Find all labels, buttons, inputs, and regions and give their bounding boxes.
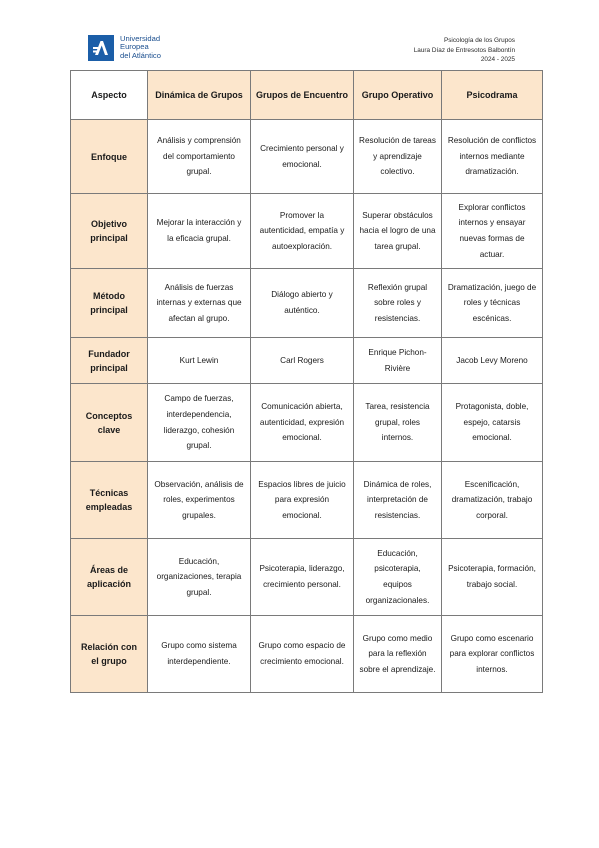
header-psicodrama: Psicodrama: [442, 71, 543, 120]
table-cell: Kurt Lewin: [148, 338, 251, 384]
table-cell: Dinámica de roles, interpretación de resistencias.: [354, 462, 442, 539]
table-row: [71, 616, 543, 693]
document-header-info: [414, 36, 515, 65]
university-logo-icon: [88, 35, 114, 61]
table-cell: Crecimiento personal y emocional.: [251, 120, 354, 194]
row-label: Conceptos clave: [71, 384, 148, 462]
logo-text-line1: Universidad: [120, 34, 161, 43]
table-row: [71, 194, 543, 269]
table-row: [71, 120, 543, 194]
logo-text-line3: del Atlántico: [120, 50, 161, 60]
row-label: Fundador principal: [71, 338, 148, 384]
academic-year: 2024 - 2025: [480, 56, 515, 64]
table-cell: Psicoterapia, liderazgo, crecimiento personal.: [251, 539, 354, 616]
table-row: [71, 539, 543, 616]
table-cell: Grupo como medio para la reflexión sobre el aprendizaje.: [354, 616, 442, 693]
row-label: Técnicas empleadas: [71, 462, 148, 539]
table-cell: Resolución de tareas y aprendizaje colectivo.: [354, 120, 442, 194]
table-cell: Comunicación abierta, autenticidad, expresión emocional.: [251, 384, 354, 462]
row-label: Enfoque: [71, 120, 148, 194]
table-cell: Grupo como espacio de crecimiento emocional.: [251, 616, 354, 693]
row-label: Método principal: [71, 269, 148, 338]
table-cell: Escenificación, dramatización, trabajo corporal.: [442, 462, 543, 539]
table-row: [71, 269, 543, 338]
table-cell: Educación, psicoterapia, equipos organizacionales.: [354, 539, 442, 616]
table-cell: Mejorar la interacción y la eficacia grupal.: [148, 194, 251, 269]
table-cell: Análisis y comprensión del comportamiento grupal.: [148, 120, 251, 194]
table-cell: Espacios libres de juicio para expresión emocional.: [251, 462, 354, 539]
row-label: Objetivo principal: [71, 194, 148, 269]
table-cell: Campo de fuerzas, interdependencia, liderazgo, cohesión grupal.: [148, 384, 251, 462]
logo-text-line2: Europea: [120, 42, 149, 52]
table-cell: Explorar conflictos internos y ensayar nuevas formas de actuar.: [442, 194, 543, 269]
table-row: [71, 338, 543, 384]
header-dinamica-de-grupos: Dinámica de Grupos: [148, 71, 251, 120]
header-grupo-operativo: Grupo Operativo: [354, 71, 442, 120]
table-cell: Dramatización, juego de roles y técnicas escénicas.: [442, 269, 543, 338]
table-header-row: [71, 71, 543, 120]
table-cell: Diálogo abierto y auténtico.: [251, 269, 354, 338]
table-cell: Tarea, resistencia grupal, roles internos.: [354, 384, 442, 462]
table-row: [71, 462, 543, 539]
university-logo: [88, 35, 161, 61]
table-cell: Resolución de conflictos internos mediante dramatización.: [442, 120, 543, 194]
table-cell: Educación, organizaciones, terapia grupal.: [148, 539, 251, 616]
course-title: Psicología de los Grupos: [443, 37, 515, 44]
row-label: Relación con el grupo: [71, 616, 148, 693]
table-cell: Promover la autenticidad, empatía y autoexploración.: [251, 194, 354, 269]
table-cell: Análisis de fuerzas internas y externas que afectan al grupo.: [148, 269, 251, 338]
table-cell: Observación, análisis de roles, experimentos grupales.: [148, 462, 251, 539]
table-row: [71, 384, 543, 462]
table-cell: Grupo como escenario para explorar conflictos internos.: [442, 616, 543, 693]
table-cell: Enrique Pichon-Rivière: [354, 338, 442, 384]
comparison-table: [70, 70, 543, 693]
table-cell: Carl Rogers: [251, 338, 354, 384]
table-cell: Psicoterapia, formación, trabajo social.: [442, 539, 543, 616]
table-cell: Jacob Levy Moreno: [442, 338, 543, 384]
header-grupos-de-encuentro: Grupos de Encuentro: [251, 71, 354, 120]
row-label: Áreas de aplicación: [71, 539, 148, 616]
table-cell: Reflexión grupal sobre roles y resistencias.: [354, 269, 442, 338]
table-cell: Grupo como sistema interdependiente.: [148, 616, 251, 693]
header-aspecto: Aspecto: [71, 71, 148, 120]
author-name: Laura Díaz de Entresotos Balbontín: [413, 46, 515, 54]
table-cell: Superar obstáculos hacia el logro de una tarea grupal.: [354, 194, 442, 269]
table-cell: Protagonista, doble, espejo, catarsis emocional.: [442, 384, 543, 462]
